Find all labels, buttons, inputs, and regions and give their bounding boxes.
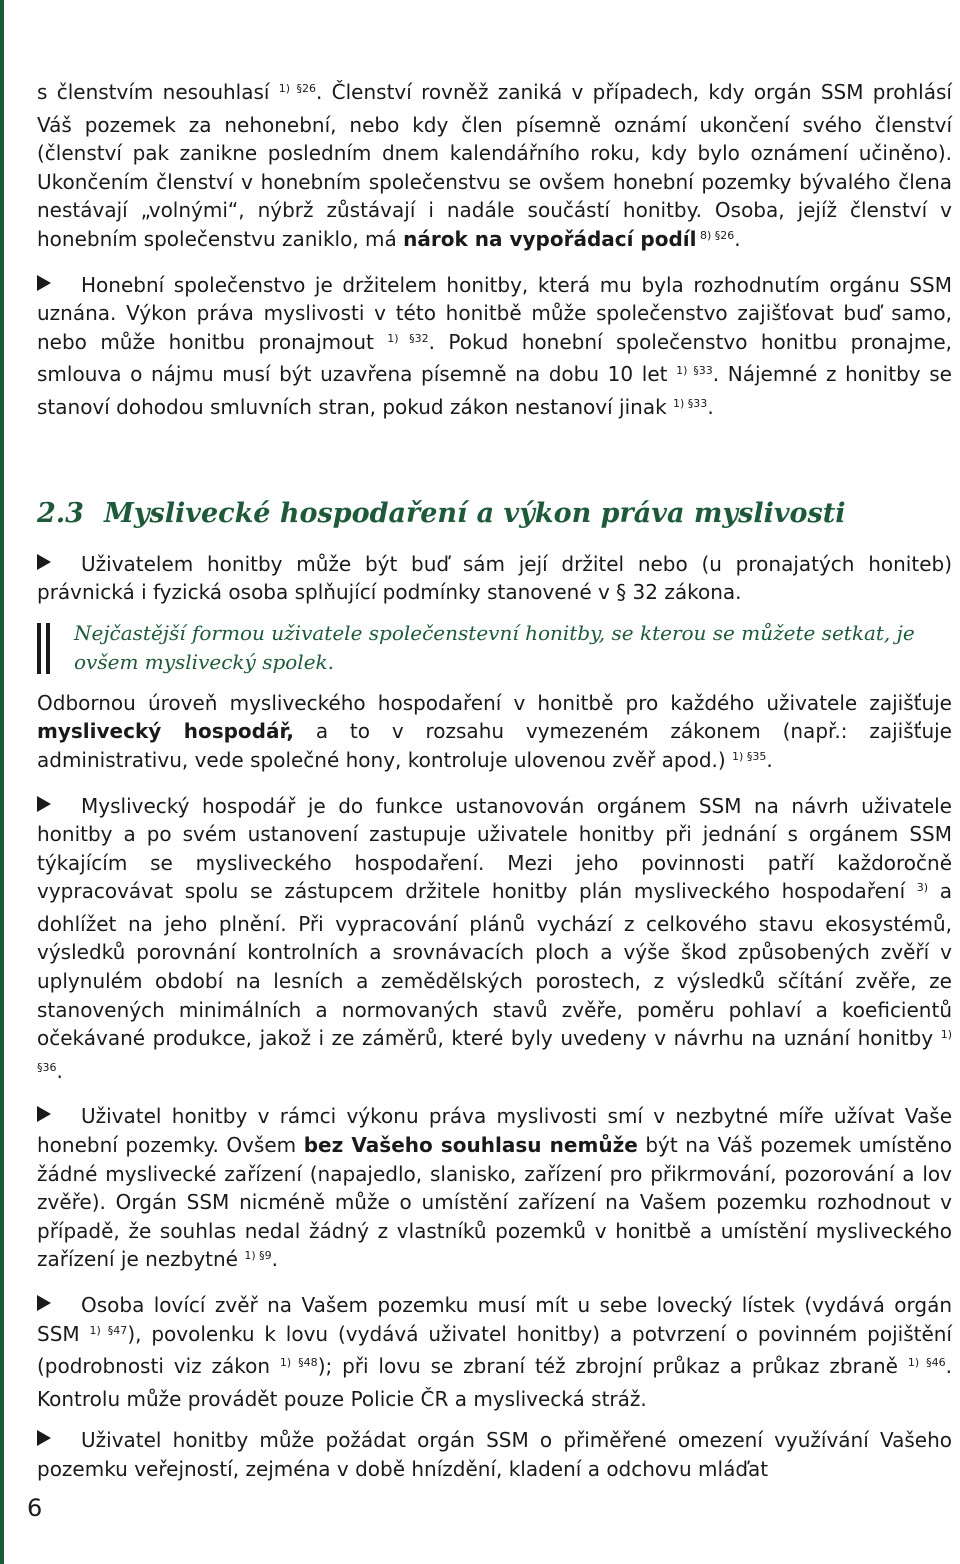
bullet-paragraph-hunting-association [37, 271, 952, 426]
bullet-triangle-icon [37, 1295, 51, 1311]
text: Osoba lovící zvěř na Vašem pozemku musí mít u sebe lovecký lístek (vydává orgán SSM [37, 1293, 952, 1346]
note-text: Nejčastější formou uživatele společenstevní honitby, se kterou se můžete setkat, je ovšem myslivecký spolek. [74, 620, 915, 674]
page-number: 6 [27, 1494, 43, 1522]
footnote-ref: 1) §26 [278, 82, 316, 95]
footnote-ref: 1) §32 [387, 331, 429, 345]
paragraph-membership [37, 78, 952, 258]
footnote-ref: 3) [916, 881, 929, 895]
text: být na Váš pozemek umístěno žádné myslivecké zařízení (napajedlo, slanisko, zařízení pro přikrmování, pozorování a lov zvěře). Orgán SSM nicméně může o umístění zařízení na Vašem pozemku rozhodnout v případě, že souhlas nedal žádný z vlastníků pozemků v honitbě a umístění mysliveckého zařízení je nezbytné [37, 1133, 952, 1272]
bullet-paragraph-game-manager-duties [37, 792, 952, 1090]
text: . [271, 1247, 278, 1272]
text: Uživatel honitby může požádat orgán SSM o přiměřené omezení využívání Vašeho pozemku veřejností, zejména v době hnízdění, kladení a odchovu mláďat [37, 1428, 952, 1481]
footnote-ref: 1) §33 [676, 364, 713, 378]
bullet-triangle-icon [37, 554, 51, 570]
text: ), povolenku k lovu (vydává uživatel honitby) a potvrzení o povinném pojištění (podrobnosti viz zákon [37, 1321, 952, 1379]
section-number: 2.3 [37, 497, 84, 529]
footnote-ref: 1) §46 [907, 1356, 946, 1370]
text: Uživatelem honitby může být buď sám její držitel nebo (u pronajatých honiteb) právnická i fyzická osoba splňující podmínky stanovené v § 32 zákona. [37, 551, 952, 605]
text: . Kontrolu může provádět pouze Policie ČR a myslivecká stráž. [37, 1354, 952, 1411]
note-bar-icon [46, 623, 50, 674]
text: Honební společenstvo je držitelem honitby, která mu byla rozhodnutím orgánu SSM uznána. Výkon práva myslivosti v této honitbě může společenstvo zajišťovat buď samo, nebo může honitbu pronajmout [37, 272, 952, 354]
bullet-triangle-icon [37, 1106, 51, 1122]
footnote-ref: 1) §35 [732, 749, 767, 763]
text: . [734, 226, 741, 251]
bold-text: nárok na vypořádací podíl [403, 226, 697, 251]
text: . Pokud honební společenstvo honitbu pronajme, smlouva o nájmu musí být uzavřena písemně na dobu 10 let [37, 329, 952, 387]
footnote-ref: 1) §9 [244, 1249, 272, 1263]
text: a to v rozsahu vymezeném zákonem (např.: zajišťuje administrativu, vede společné hony, kontroluje ulovenou zvěř apod.) [37, 719, 952, 772]
section-heading [37, 496, 952, 532]
bullet-paragraph-hunter-documents [37, 1291, 952, 1413]
text: . Členství rovněž zaniká v případech, kdy orgán SSM prohlásí Váš pozemek za nehonební, nebo kdy člen písemně oznámí ukončení svého členství (členství pak zanikne posledním dnem kalendářního roku, kdy bylo oznámení učiněno). Ukončením členství v honebním společenstvu se ovšem honební pozemky bývalého člena nestávají „volnými“, nýbrž zůstávají i nadále součástí honitby. Osoba, jejíž členství v honebním společenstvu zaniklo, má [37, 80, 952, 251]
footnote-ref: 8) §26 [696, 228, 735, 242]
bold-text: myslivecký hospodář, [37, 719, 294, 744]
text: a dohlížet na jeho plnění. Při vypracování plánů vychází z celkového stavu ekosystémů, výsledků porovnání kontrolních a srovnávacích ploch a výše škod způsobených zvěří v uplynulém období na lesních a zemědělských porostech, z výsledků sčítání zvěře, ze stanovených minimálních a normovaných stavů zvěře, poměru pohlaví a koeficientů očekávané produkce, jakož i ze záměrů, které byly uvedeny v návrhu na uznání honitby [37, 879, 952, 1051]
footnote-ref: 1) §48 [279, 1356, 318, 1370]
bullet-paragraph-hunting-user [37, 550, 952, 607]
text: . [707, 394, 714, 419]
bullet-paragraph-public-access [37, 1426, 952, 1483]
text: Odbornou úroveň mysliveckého hospodaření v honitbě pro každého uživatele zajišťuje [37, 690, 952, 715]
bold-text: bez Vašeho souhlasu nemůže [303, 1133, 638, 1158]
bullet-triangle-icon [37, 796, 51, 812]
footnote-ref: 1) §33 [673, 396, 708, 410]
bullet-triangle-icon [37, 275, 51, 291]
text: Myslivecký hospodář je do funkce ustanovován orgánem SSM na návrh uživatele honitby a po svém ustanovení zastupuje uživatele honitby při jednání s orgánem SSM týkajícím se mysliveckého hospodaření. Mezi jeho povinnosti patří každoročně vypracovávat spolu se zástupcem držitele honitby plán mysliveckého hospodaření [37, 793, 952, 904]
paragraph-game-manager [37, 689, 952, 779]
footnote-ref: 1) §47 [89, 1323, 128, 1337]
text: Uživatel honitby v rámci výkonu práva myslivosti smí v nezbytné míře užívat Vaše honební pozemky. Ovšem [37, 1104, 952, 1158]
text: s členstvím nesouhlasí [37, 80, 279, 104]
text: . Nájemné z honitby se stanoví dohodou smluvních stran, pokud zákon nestanoví jinak [37, 362, 952, 419]
page-frame-line [0, 0, 4, 1564]
section-title: Myslivecké hospodaření a výkon práva myslivosti [103, 497, 846, 529]
document-page [37, 78, 952, 1484]
highlight-note [37, 619, 952, 677]
text: . [56, 1058, 63, 1083]
text: . [766, 747, 773, 772]
note-bar-icon [37, 623, 41, 674]
bullet-paragraph-land-use [37, 1102, 952, 1278]
text: ); při lovu se zbraní též zbrojní průkaz a průkaz zbraně [317, 1354, 908, 1379]
bullet-triangle-icon [37, 1430, 51, 1446]
footnote-ref: 1) §36 [37, 1028, 952, 1074]
